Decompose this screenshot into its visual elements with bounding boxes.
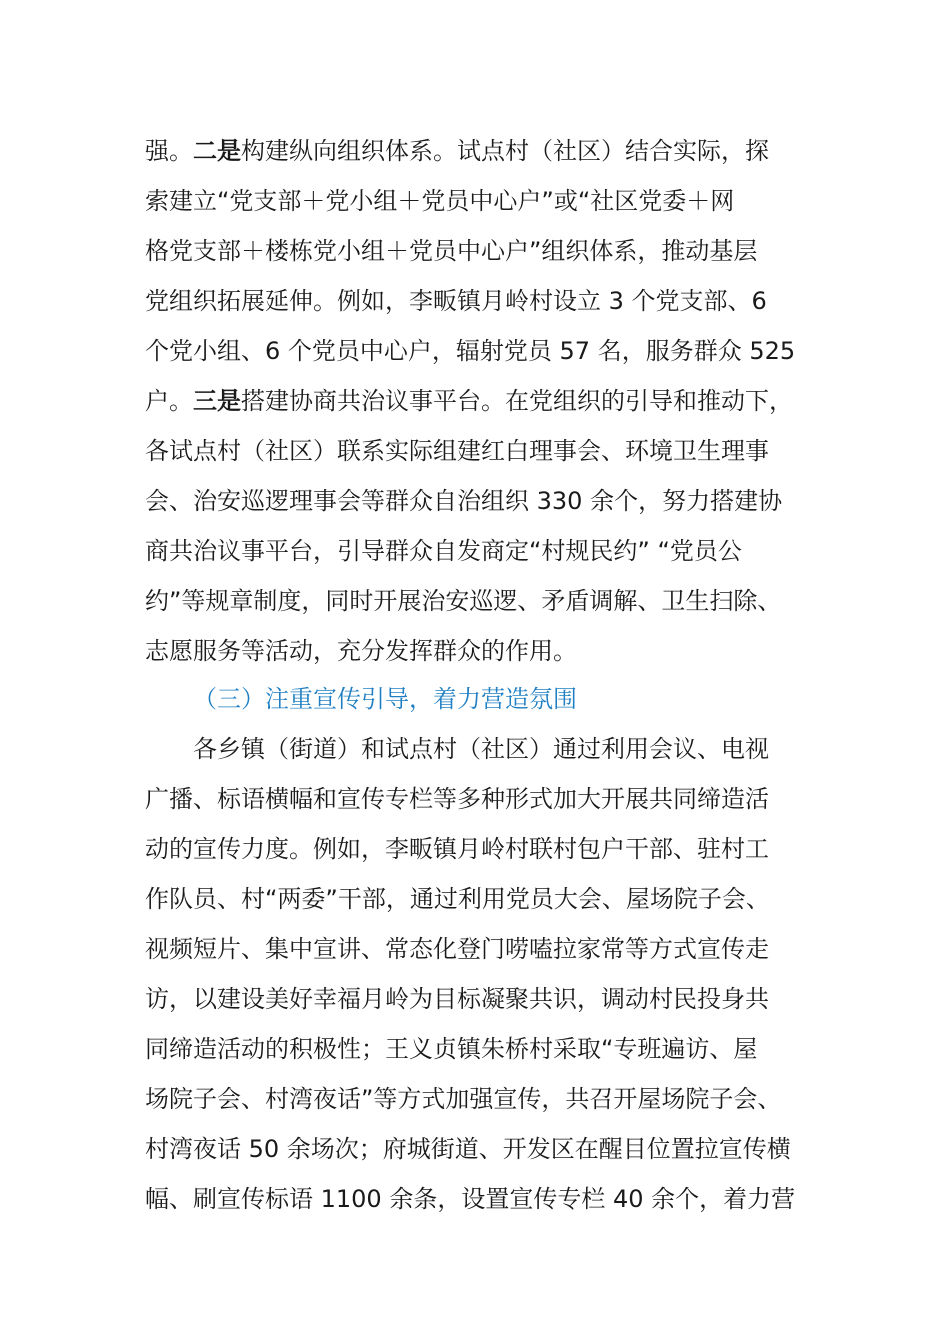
section-heading: （三）注重宣传引导，着力营造氛围 (193, 685, 577, 713)
body-text-line: 索建立“党支部＋党小组＋党员中心户”或“社区党委＋网 (145, 187, 735, 215)
body-text-line: 党组织拓展延伸。例如，李畈镇月岭村设立 3 个党支部、6 (145, 287, 767, 315)
text-run: 构建纵向组织体系。试点村（社区）结合实际，探 (241, 137, 769, 165)
body-text-line: 各试点村（社区）联系实际组建红白理事会、环境卫生理事 (145, 437, 769, 465)
body-text-line: 商共治议事平台，引导群众自发商定“村规民约” “党员公 (145, 537, 742, 565)
body-text-line: 访，以建设美好幸福月岭为目标凝聚共识，调动村民投身共 (145, 985, 769, 1013)
body-text-line: 广播、标语横幅和宣传专栏等多种形式加大开展共同缔造活 (145, 785, 769, 813)
text-run: 搭建协商共治议事平台。在党组织的引导和推动下， (241, 387, 793, 415)
body-text-line: 个党小组、6 个党员中心户，辐射党员 57 名，服务群众 525 (145, 337, 796, 365)
body-text-line: 各乡镇（街道）和试点村（社区）通过利用会议、电视 (193, 735, 769, 763)
body-text-line: 格党支部＋楼栋党小组＋党员中心户”组织体系，推动基层 (145, 237, 758, 265)
body-text-line: 同缔造活动的积极性；王义贞镇朱桥村采取“专班遍访、屋 (145, 1035, 758, 1063)
body-text-line: 约”等规章制度，同时开展治安巡逻、矛盾调解、卫生扫除、 (145, 587, 782, 615)
body-text-line: 会、治安巡逻理事会等群众自治组织 330 余个，努力搭建协 (145, 487, 783, 515)
bold-text-run: 二是 (193, 137, 241, 165)
body-text-line: 幅、刷宣传标语 1100 余条，设置宣传专栏 40 余个，着力营 (145, 1185, 796, 1213)
text-run: 户。 (145, 387, 193, 415)
bold-text-run: 三是 (193, 387, 241, 415)
body-text-line: 作队员、村“两委”干部，通过利用党员大会、屋场院子会、 (145, 885, 770, 913)
body-text-line: 视频短片、集中宣讲、常态化登门唠嗑拉家常等方式宣传走 (145, 935, 769, 963)
body-text-line: 志愿服务等活动，充分发挥群众的作用。 (145, 637, 577, 665)
body-text-line (145, 131, 815, 171)
body-text-line (145, 381, 815, 421)
body-text-line: 动的宣传力度。例如，李畈镇月岭村联村包户干部、驻村工 (145, 835, 769, 863)
text-run: 强。 (145, 137, 193, 165)
body-text-line: 村湾夜话 50 余场次；府城街道、开发区在醒目位置拉宣传横 (145, 1135, 791, 1163)
body-text-line: 场院子会、村湾夜话”等方式加强宣传，共召开屋场院子会、 (145, 1085, 782, 1113)
